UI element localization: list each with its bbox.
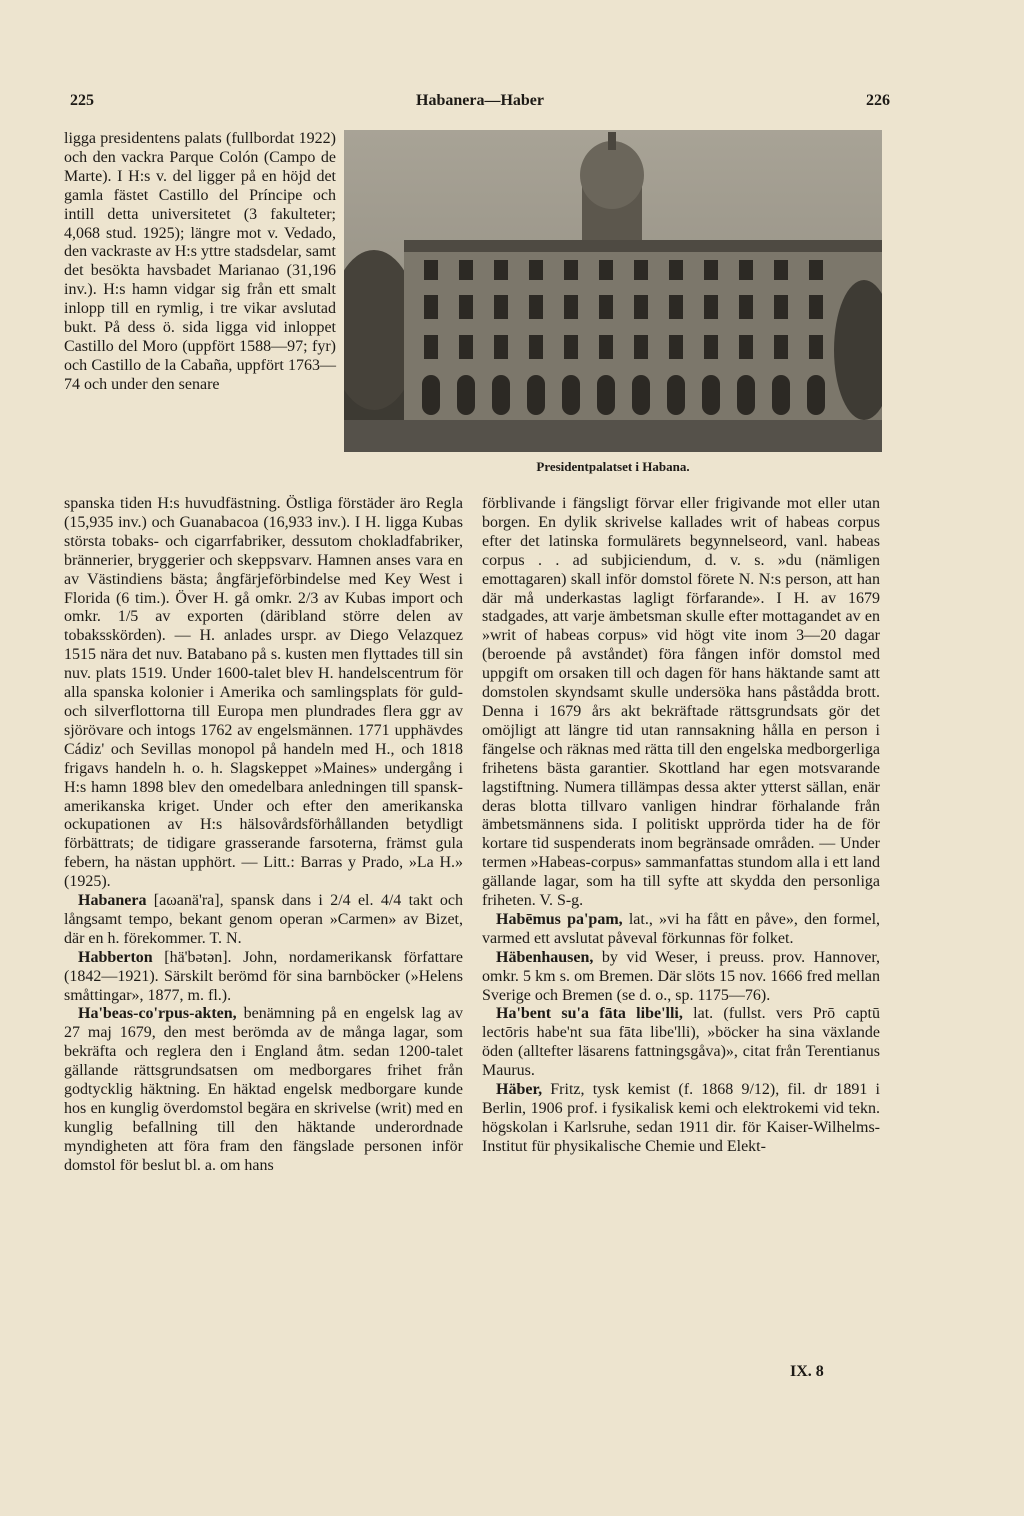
palace-illustration (344, 130, 882, 452)
entry-headword: Ha'bent su'a fāta libe'lli, (496, 1005, 683, 1023)
running-header (70, 92, 890, 114)
entry-habemus-papam (482, 911, 880, 949)
entry-body: lat. (fullst. vers Prō captū lectōris habe'nt sua fāta libe'lli), »böcker ha sina växlande öden (alltefter läsarens fattningsgåva)», citat från Terentianus Maurus. (482, 1005, 880, 1080)
entry-headword: Habanera (78, 892, 147, 910)
photo-caption: Presidentpalatset i Habana. (536, 459, 690, 474)
page-number-right: 226 (866, 92, 890, 109)
entry-body: Fritz, tysk kemist (f. 1868 9/12), fil. dr 1891 i Berlin, 1906 prof. i fysikalisk kemi och elektrokemi vid tekn. högskolan i Karlsruhe, sedan 1911 dir. för Kaiser-Wilhelms-Institut für physikalische Chemie und Elekt- (482, 1081, 881, 1155)
entry-body: [hä'bətən]. John, nordamerikansk författare (1842—1921). Särskilt berömd för sina barnböcker (»Helens småttingar», 1877, m. fl.). (64, 948, 463, 1004)
entry-body: benämning på en engelsk lag av 27 maj 1679, den mest berömda av de många lagar, som bekräfta och reglera den i England åtm. sedan 1200-talet gällande rättsgrundsatsen om medborgares frihet från godtycklig häktning. En häktad engelsk medborgare kunde hos en kunglig överdomstol begära en skrivelse (writ) med en kunglig befallning till den häktande underordnade myndigheten att föra fram den fängslade personen inför domstol för beslut bl. a. om hans (64, 1005, 463, 1174)
photo-presidential-palace (344, 130, 882, 452)
column-left-bottom (64, 495, 463, 1176)
entry-headword: Habberton (78, 948, 153, 966)
entry-body: by vid Weser, i preuss. prov. Hannover, omkr. 5 km s. om Bremen. Där slöts 15 nov. 1666 fred mellan Sverige och Bremen (se d. o., sp. 1175—76). (482, 948, 881, 1004)
paragraph-habana-end: spanska tiden H:s huvudfästning. Östliga förstäder äro Regla (15,935 inv.) och Guanabacoa (16,933 inv.). I H. ligga Kubas största tobaks- och cigarrfabriker, dessutom chokladfabriker, brännerier, bryggerier och skeppsvarv. Hamnen anses vara en av Västindiens bästa; ångfärjeförbindelse med Key West i Florida (6 tim.). Över H. gå omkr. 2/3 av Kubas import och omkr. 1/5 av exporten (däribland större delen av tobaksskörden). — H. anlades urspr. av Diego Velazquez 1515 nära det nuv. Batabano på s. kusten men flyttades till sin nuv. plats 1519. Under 1600-talet blev H. handelscentrum för alla spanska kolonier i Amerika och samlingsplats för guld- och silverflottorna till Europa men plundrades flera ggr av sjörövare och intogs 1762 av engelsmännen. 1771 upphävdes Cádiz' och Sevillas monopol på handeln med H., och 1818 frigavs handeln h. o. h. Slagskeppet »Maines» undergång i H:s hamn 1898 blev den omedelbara anledningen till spansk-amerikanska kriget. Under och efter den amerikanska ockupationen av H:s hälsovårdsförhållanden betydligt förbättrats; de tidigare grasserande farsoterna, främst gula febern, ha nästan upphört. — Litt.: Barras y Prado, »La H.» (1925). (64, 495, 463, 891)
entry-body: lat., »vi ha fått en påve», den formel, varmed ett avslutat påveval förkunnas för folket. (482, 910, 881, 947)
page-title: Habanera—Haber (416, 92, 544, 109)
entry-headword: Habēmus pa'pam, (496, 910, 623, 928)
column-right (482, 495, 880, 1157)
entry-headword: Häbenhausen, (496, 948, 594, 966)
column-left-top (64, 130, 336, 395)
entry-habeas-corpus-akten (64, 1005, 463, 1175)
entry-habberton (64, 949, 463, 1006)
paragraph-habana-continued: ligga presidentens palats (fullbordat 1922) och den vackra Parque Colón (Campo de Marte). I H:s v. del ligger på en höjd det gamla fästet Castillo del Príncipe och intill detta universitetet (3 fakulteter; 4,068 stud. 1925); längre mot v. Vedado, den vackraste av H:s yttre stadsdelar, samt det besökta havsbadet Marianao (31,196 inv.). H:s hamn vidgar sig från ett smalt inlopp till en rymlig, i tre vikar avslutad bukt. På dess ö. sida ligga vid inloppet Castillo del Moro (uppfört 1588—97; fyr) och Castillo de la Cabaña, uppfört 1763—74 och under den senare (64, 130, 336, 393)
entry-headword: Ha'beas-co'rpus-akten, (78, 1005, 237, 1023)
entry-habenhausen (482, 949, 880, 1006)
entry-headword: Häber, (496, 1081, 543, 1099)
entry-body: [aωanä'ra], spansk dans i 2/4 el. 4/4 takt och långsamt tempo, bekant genom operan »Carmen» av Bizet, där en h. förekommer. T. N. (64, 892, 464, 947)
entry-habanera (64, 892, 463, 949)
entry-habent-sua-fata-libelli (482, 1005, 880, 1081)
page-number-left: 225 (70, 92, 94, 109)
paragraph-habeas-continued: förblivande i fängsligt förvar eller frigivande mot eller utan borgen. En dylik skrivelse kallades writ of habeas corpus efter det latinska formulärets begynnelseord, vanl. habeas corpus . . ad subjiciendum, d. v. s. »du (nämligen emottagaren) skall inför domstol förete N. N:s person, att han där må underkastas lagligt förfarande». I H. av 1679 stadgades, att varje ämbetsman skulle efter mottagandet av en »writ of habeas corpus» vid högt vite inom 3—20 dagar (beroende på avståndet) föra fången inför domstol med uppgift om orsaken till och dagen för hans häktande samt att domstolen skyndsamt skulle undersöka hans påstådda brott. Denna i 1679 års akt bekräftade rättsgrundsats gör det omöjligt att längre tid utan rannsakning hålla en person i fängelse och räknas med rätta till den engelska medborgerliga frihetens bästa garantier. Skottland har egen motsvarande lagstiftning. Numera tillämpas dessa akter ytterst sällan, enär deras blotta tillvaro vanligen hindrar förhalande från ämbetsmännens sida. I politiskt upprörda tider ha de för kortare tid suspenderats inom begränsade områden. — Under termen »Habeas-corpus» sammanfattas stundom alla i ett land gällande lagar, som ha till syfte att skydda den personliga friheten. V. S-g. (482, 495, 880, 910)
signature-mark: IX. 8 (790, 1363, 824, 1380)
entry-haber (482, 1081, 880, 1157)
